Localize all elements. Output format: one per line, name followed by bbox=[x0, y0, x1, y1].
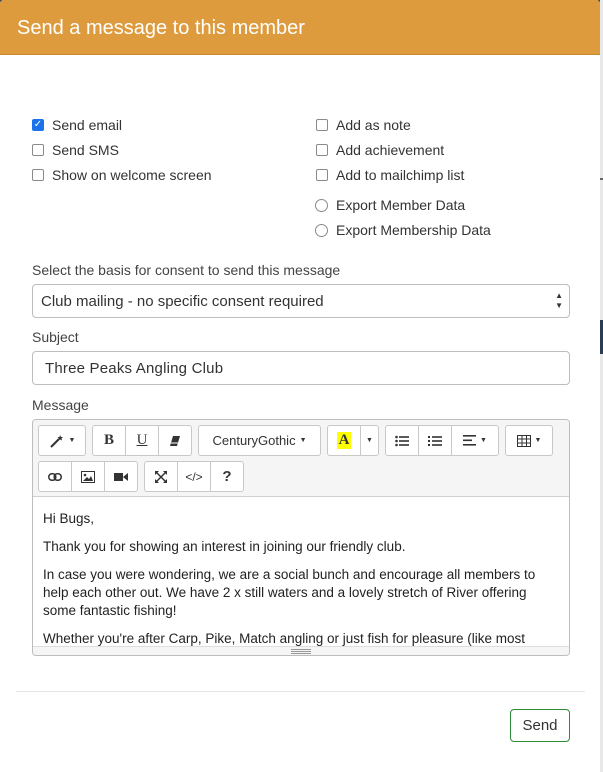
mailchimp-option[interactable] bbox=[316, 167, 464, 183]
style-button[interactable]: ▼ bbox=[38, 425, 86, 456]
footer-divider bbox=[16, 691, 585, 692]
chevron-down-icon: ▼ bbox=[366, 437, 373, 444]
fullscreen-button[interactable] bbox=[144, 461, 178, 492]
export-membership-data-radio[interactable] bbox=[315, 224, 328, 237]
modal-title: Send a message to this member bbox=[17, 17, 305, 39]
code-view-icon: </> bbox=[185, 469, 203, 484]
subject-value: Three Peaks Angling Club bbox=[45, 360, 224, 377]
message-body[interactable] bbox=[33, 498, 569, 648]
consent-value: Club mailing - no specific consent required bbox=[41, 293, 324, 310]
export-member-data-radio[interactable] bbox=[315, 199, 328, 212]
help-button[interactable] bbox=[210, 461, 244, 492]
insert-video-button[interactable] bbox=[104, 461, 138, 492]
send-button[interactable]: Send bbox=[510, 709, 570, 742]
welcome-screen-checkbox[interactable] bbox=[32, 169, 44, 181]
fullscreen-icon bbox=[155, 471, 167, 483]
eraser-icon bbox=[169, 435, 181, 447]
export-membership-data-option[interactable] bbox=[315, 222, 491, 238]
bold-button[interactable] bbox=[92, 425, 126, 456]
subject-label: Subject bbox=[32, 329, 79, 345]
add-achievement-checkbox[interactable] bbox=[316, 144, 328, 156]
image-icon bbox=[81, 471, 95, 483]
bold-icon: B bbox=[103, 432, 114, 448]
subject-input[interactable] bbox=[32, 351, 570, 385]
insert-image-button[interactable] bbox=[71, 461, 105, 492]
send-sms-label: Send SMS bbox=[52, 142, 119, 158]
font-family-value: CenturyGothic bbox=[212, 433, 296, 448]
export-membership-data-label: Export Membership Data bbox=[336, 222, 491, 238]
add-achievement-label: Add achievement bbox=[336, 142, 445, 158]
message-paragraph: Hi Bugs, bbox=[43, 511, 95, 526]
modal-header bbox=[0, 0, 600, 55]
send-email-checkbox[interactable]: ✓ bbox=[33, 119, 43, 130]
table-button[interactable]: ▼ bbox=[505, 425, 553, 456]
ordered-list-icon bbox=[428, 435, 442, 447]
ordered-list-button[interactable] bbox=[418, 425, 452, 456]
clear-format-button[interactable] bbox=[158, 425, 192, 456]
mailchimp-checkbox[interactable] bbox=[316, 169, 328, 181]
code-view-button[interactable] bbox=[177, 461, 211, 492]
add-note-checkbox[interactable] bbox=[316, 119, 328, 131]
export-member-data-label: Export Member Data bbox=[336, 197, 466, 213]
add-note-label: Add as note bbox=[336, 117, 411, 133]
export-member-data-option[interactable] bbox=[315, 197, 465, 213]
unordered-list-button[interactable] bbox=[385, 425, 419, 456]
consent-select[interactable] bbox=[32, 284, 570, 318]
video-icon bbox=[114, 473, 128, 481]
welcome-screen-option[interactable] bbox=[32, 167, 212, 183]
help-icon: ? bbox=[222, 468, 232, 485]
send-email-option[interactable] bbox=[32, 117, 122, 133]
send-sms-option[interactable] bbox=[32, 142, 119, 158]
select-arrows-icon: ▲ ▼ bbox=[555, 291, 563, 310]
font-family-dropdown[interactable]: CenturyGothic ▼ bbox=[198, 425, 321, 456]
magic-wand-icon bbox=[49, 434, 65, 448]
message-paragraph: Whether you're after Carp, Pike, Match angling or just fish for pleasure (like most bbox=[43, 631, 526, 646]
table-icon bbox=[517, 435, 531, 447]
paragraph-align-button[interactable]: ▼ bbox=[451, 425, 499, 456]
underline-icon: U bbox=[136, 432, 148, 448]
align-icon bbox=[463, 435, 476, 446]
font-color-button[interactable] bbox=[327, 425, 361, 456]
message-label: Message bbox=[32, 397, 89, 413]
mailchimp-label: Add to mailchimp list bbox=[336, 167, 465, 183]
font-color-icon: A bbox=[338, 432, 350, 448]
message-paragraph: In case you were wondering, we are a social bunch and encourage all members to help each other out. We have 2 x still waters and a lovely stretch of River offering some fantastic fishing! bbox=[43, 567, 536, 618]
unordered-list-icon bbox=[395, 435, 409, 447]
underline-button[interactable] bbox=[125, 425, 159, 456]
welcome-screen-label: Show on welcome screen bbox=[52, 167, 212, 183]
add-note-option[interactable] bbox=[316, 117, 411, 133]
send-sms-checkbox[interactable] bbox=[32, 144, 44, 156]
add-achievement-option[interactable] bbox=[316, 142, 444, 158]
font-color-dropdown[interactable] bbox=[360, 425, 379, 456]
consent-label: Select the basis for consent to send this message bbox=[32, 262, 341, 278]
grip-icon bbox=[291, 649, 311, 654]
link-icon bbox=[48, 473, 62, 481]
message-editor bbox=[32, 419, 570, 656]
send-email-label: Send email bbox=[52, 117, 123, 133]
editor-resize-handle[interactable] bbox=[33, 646, 569, 656]
message-paragraph: Thank you for showing an interest in joining our friendly club. bbox=[43, 539, 406, 554]
insert-link-button[interactable] bbox=[38, 461, 72, 492]
editor-toolbar bbox=[33, 420, 569, 497]
